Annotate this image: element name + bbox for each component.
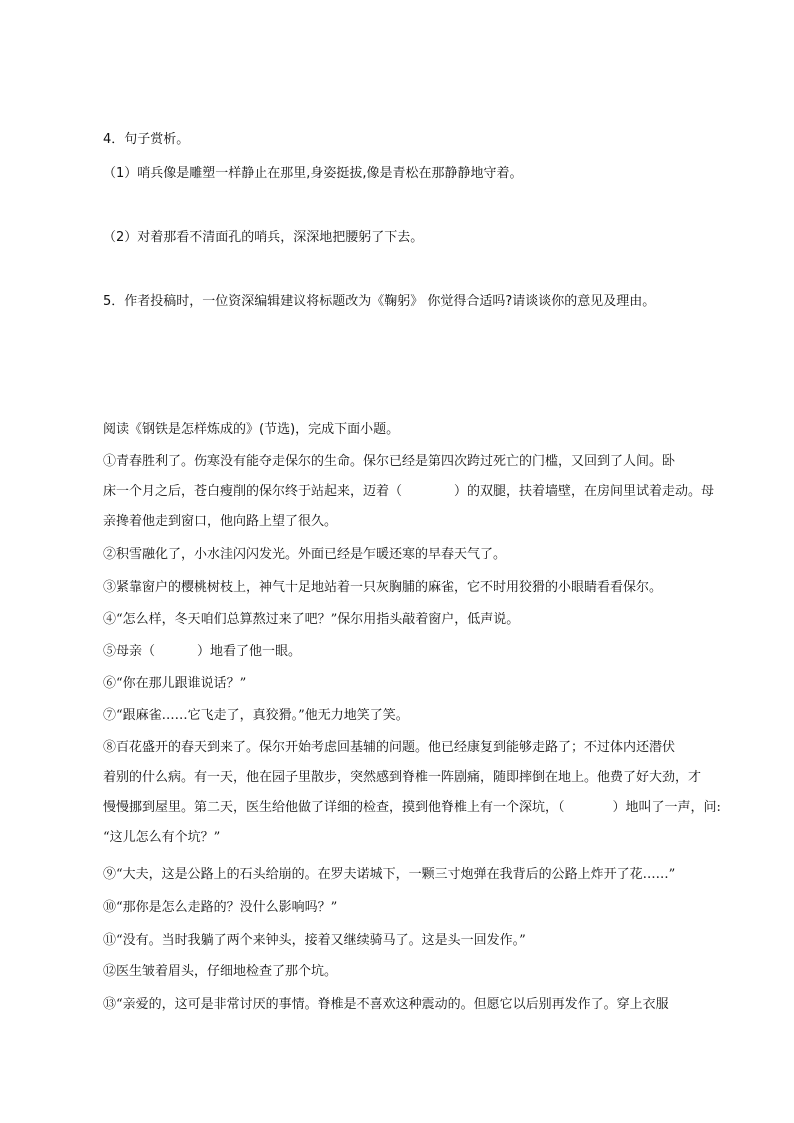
paragraph-4: ④“怎么样，冬天咱们总算熬过来了吧？”保尔用指头敲着窗户，低声说。 [103,612,520,627]
paragraph-6: ⑥“你在那儿跟谁说话？” [103,676,247,691]
paragraph-2: ②积雪融化了，小水洼闪闪发光。外面已经是乍暖还寒的早春天气了。 [103,547,507,562]
paragraph-8-line-3-after-blank: ）地叫了一声，问: [612,800,721,815]
paragraph-13: ⑬“亲爱的，这可是非常讨厌的事情。脊椎是不喜欢这种震动的。但愿它以后别再发作了。穿上衣服 [103,997,669,1012]
paragraph-8-line-3 [103,799,721,817]
paragraph-1-line-2-before-blank: 床一个月之后，苍白瘦削的保尔终于站起来，迈着（ [103,484,403,499]
paragraph-8-line-1: ⑧百花盛开的春天到来了。保尔开始考虑回基辅的问题。他已经康复到能够走路了；不过体内还潜伏 [103,740,676,755]
question-4-title: 4．句子赏析。 [103,132,190,147]
fill-blank-3[interactable] [565,810,613,811]
paragraph-3: ③紧靠窗户的樱桃树枝上，神气十足地站着一只灰胸脯的麻雀，它不时用狡猾的小眼睛看看保尔。 [103,580,663,595]
paragraph-11: ⑪“没有。当时我躺了两个来钟头，接着又继续骑马了。这是头一回发作。” [103,933,526,948]
paragraph-12: ⑫医生皱着眉头，仔细地检查了那个坑。 [103,964,338,979]
question-4-sentence-1: （1）哨兵像是雕塑一样静止在那里,身姿挺拔,像是青松在那静静地守着。 [103,166,523,181]
paragraph-5-before-blank: ⑤母亲（ [103,644,156,659]
paragraph-9: ⑨“大夫，这是公路上的石头给崩的。在罗夫诺城下，一颗三寸炮弹在我背后的公路上炸开了花……” [103,867,676,882]
paragraph-10: ⑩“那你是怎么走路的？没什么影响吗？” [103,900,338,915]
question-4-sentence-2: （2）对着那看不清面孔的哨兵，深深地把腰躬了下去。 [103,230,424,245]
paragraph-1-line-1: ①青春胜利了。伤寒没有能夺走保尔的生命。保尔已经是第四次跨过死亡的门槛，又回到了人间。卧 [103,454,676,469]
paragraph-8-line-4: “这儿怎么有个坑？” [103,830,221,845]
question-5-text: 5．作者投稿时，一位资深编辑建议将标题改为《鞠躬》 你觉得合适吗?请谈谈你的意见及理由。 [103,294,656,309]
paragraph-5 [103,643,301,661]
paragraph-1-line-3: 亲搀着他走到窗口，他向路上望了很久。 [103,514,338,529]
paragraph-5-after-blank: ）地看了他一眼。 [197,644,302,659]
paragraph-1-line-2 [103,483,714,501]
paragraph-8-line-2: 着别的什么病。有一天，他在园子里散步，突然感到脊椎一阵剧痛，随即摔倒在地上。他费了好大劲，才 [103,770,702,785]
reading-intro: 阅读《钢铁是怎样炼成的》(节选)，完成下面小题。 [103,422,400,437]
paragraph-1-line-2-after-blank: ）的双腿，扶着墙壁，在房间里试着走动。母 [454,484,715,499]
fill-blank-2[interactable] [155,654,197,655]
paragraph-7: ⑦“跟麻雀……它飞走了，真狡猾。”他无力地笑了笑。 [103,708,409,723]
paragraph-8-line-3-before-blank: 慢慢挪到屋里。第二天，医生给他做了详细的检查，摸到他脊椎上有一个深坑，（ [103,800,565,815]
fill-blank-1[interactable] [402,494,454,495]
